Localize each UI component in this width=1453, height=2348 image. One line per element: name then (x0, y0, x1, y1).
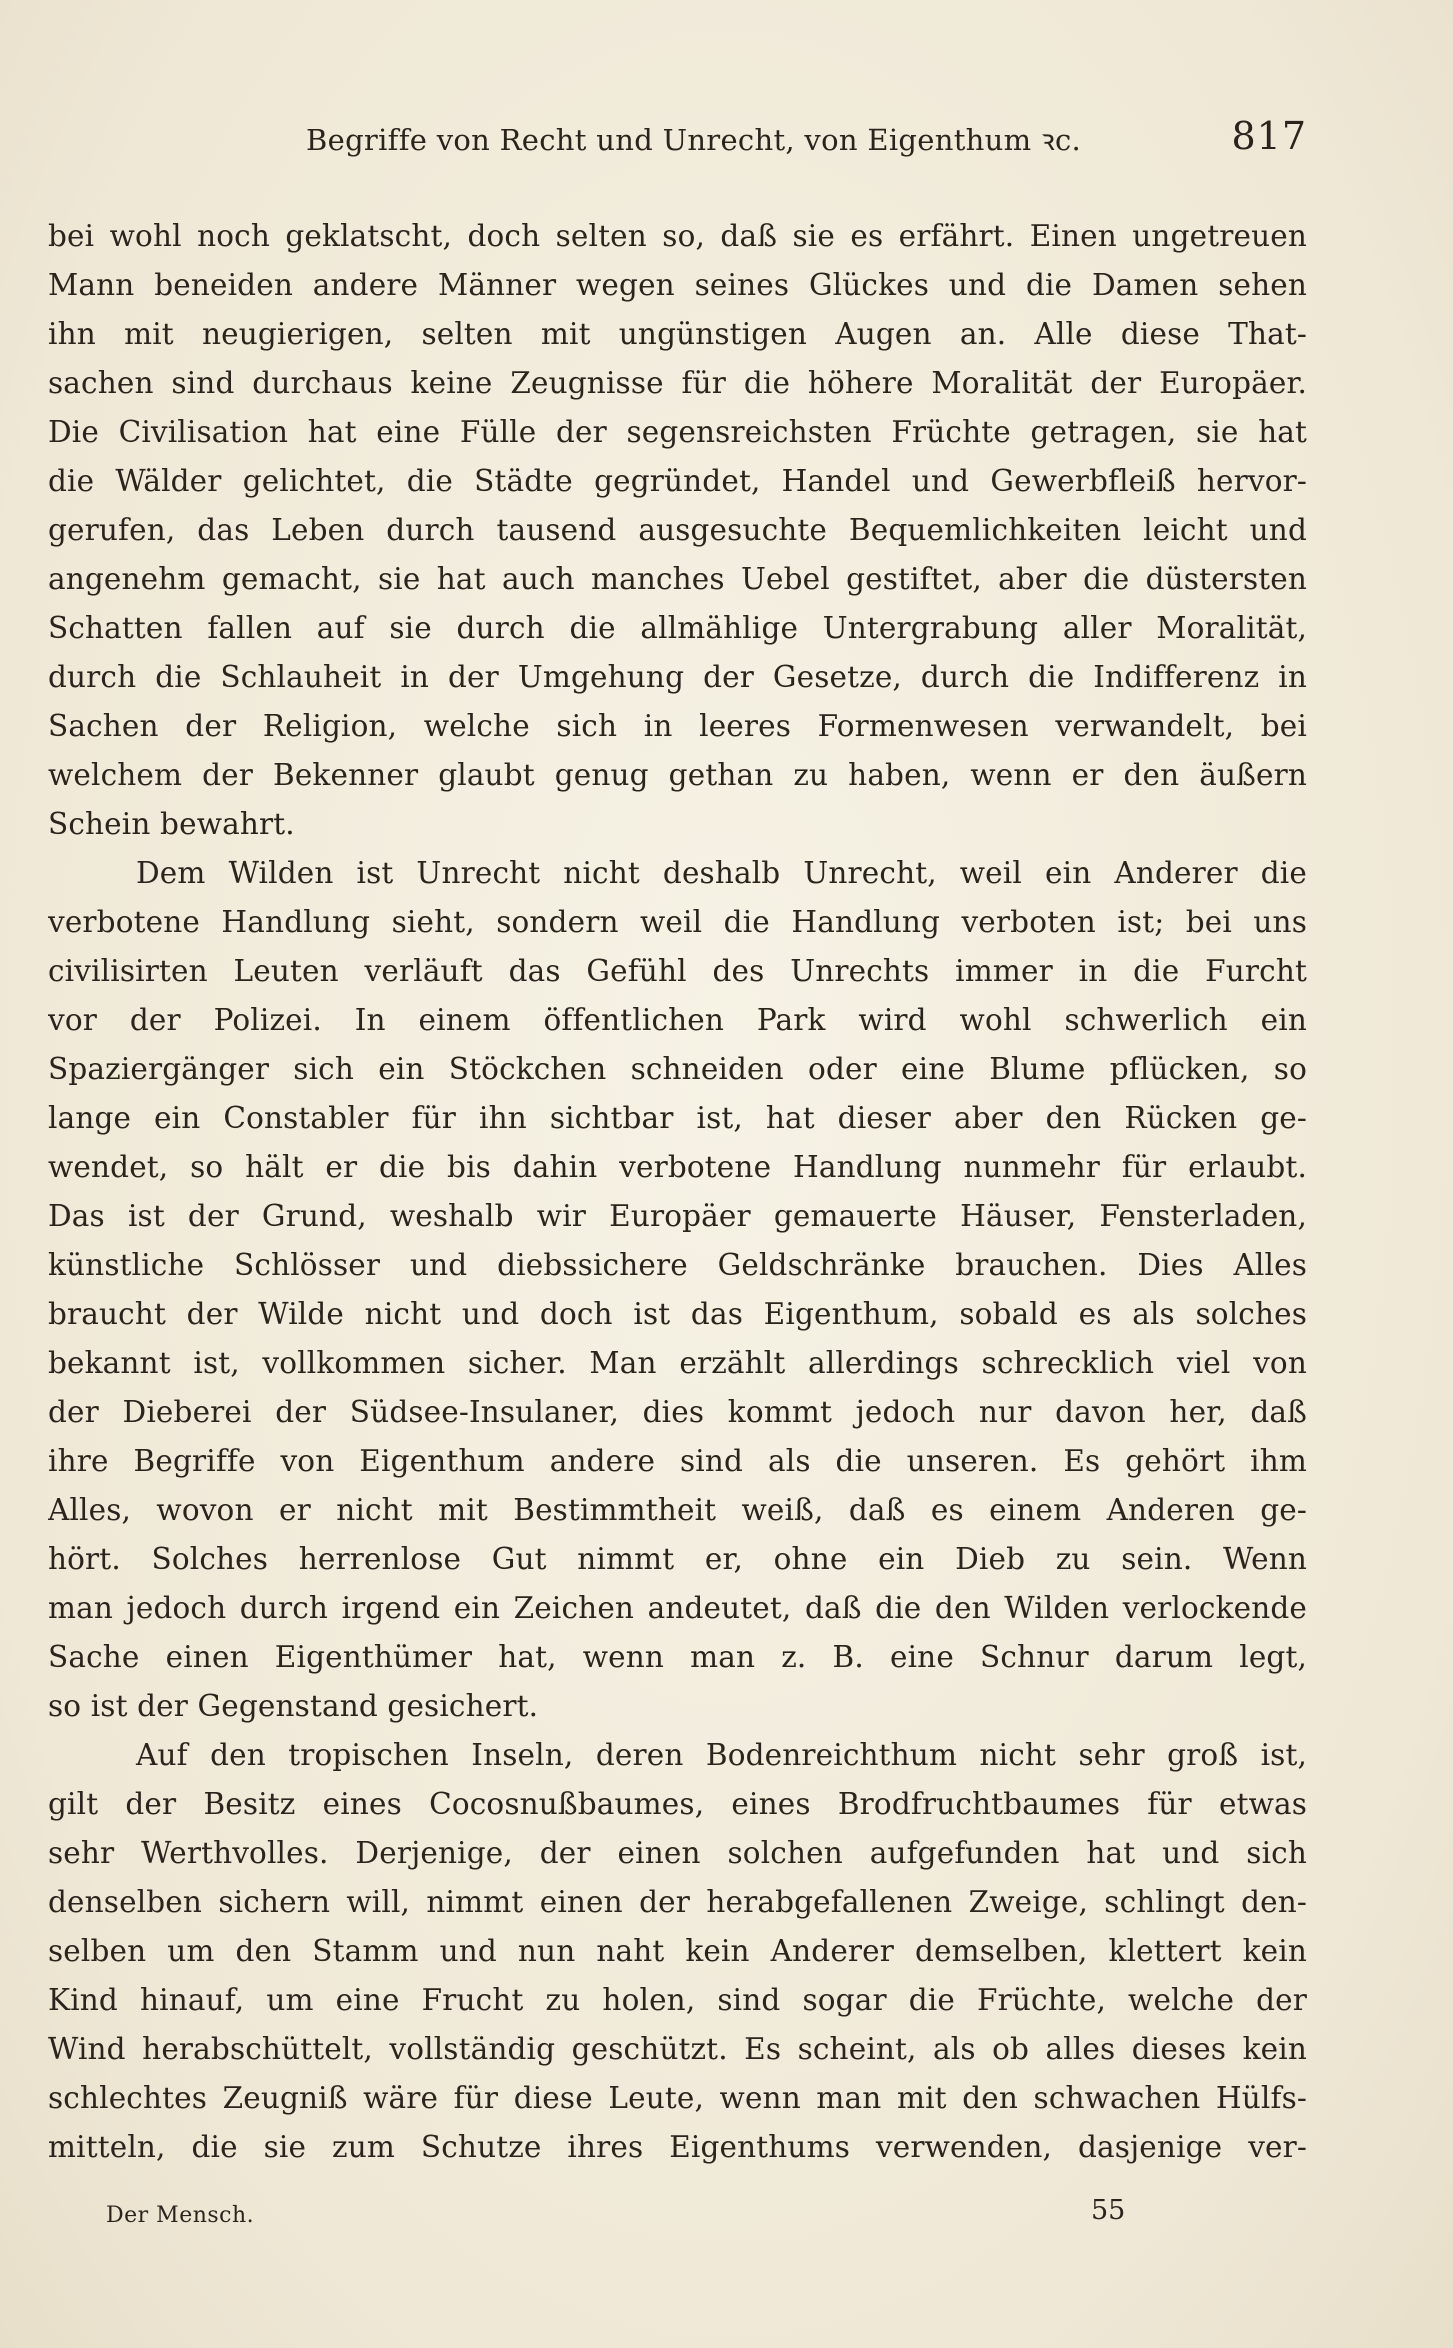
text-line: lange ein Constabler für ihn sichtbar ist, hat dieser aber den Rücken ge- (48, 1101, 1307, 1135)
signature-mark: Der Mensch. (106, 2203, 255, 2228)
text-line: sehr Werthvolles. Derjenige, der einen solchen aufgefunden hat und sich (48, 1836, 1307, 1870)
text-line: denselben sichern will, nimmt einen der herabgefallenen Zweige, schlingt den- (48, 1885, 1307, 1919)
text-line: der Dieberei der Südsee-Insulaner, dies kommt jedoch nur davon her, daß (48, 1395, 1307, 1429)
text-line: hört. Solches herrenlose Gut nimmt er, ohne ein Dieb zu sein. Wenn (48, 1542, 1307, 1576)
text-line: durch die Schlauheit in der Umgehung der Gesetze, durch die Indifferenz in (48, 660, 1307, 694)
text-line: Kind hinauf, um eine Frucht zu holen, sind sogar die Früchte, welche der (48, 1983, 1307, 2017)
text-line: man jedoch durch irgend ein Zeichen andeutet, daß die den Wilden verlockende (48, 1591, 1307, 1625)
text-line: Spaziergänger sich ein Stöckchen schneiden oder eine Blume pflücken, so (48, 1052, 1307, 1086)
body-text (48, 212, 1307, 2172)
text-line: die Wälder gelichtet, die Städte gegründet, Handel und Gewerbfleiß hervor- (48, 464, 1307, 498)
text-line: Mann beneiden andere Männer wegen seines Glückes und die Damen sehen (48, 268, 1307, 302)
text-line: Schein bewahrt. (48, 807, 295, 841)
text-line: gerufen, das Leben durch tausend ausgesuchte Bequemlichkeiten leicht und (48, 513, 1307, 547)
text-line: bekannt ist, vollkommen sicher. Man erzählt allerdings schrecklich viel von (48, 1346, 1307, 1380)
page-number: 817 (1231, 114, 1307, 158)
text-line: civilisirten Leuten verläuft das Gefühl des Unrechts immer in die Furcht (48, 954, 1307, 988)
text-line: angenehm gemacht, sie hat auch manches Uebel gestiftet, aber die düstersten (48, 562, 1307, 596)
text-line-indented: Dem Wilden ist Unrecht nicht deshalb Unrecht, weil ein Anderer die (136, 856, 1307, 890)
text-line: welchem der Bekenner glaubt genug gethan zu haben, wenn er den äußern (48, 758, 1307, 792)
text-line: Schatten fallen auf sie durch die allmählige Untergrabung aller Moralität, (48, 611, 1307, 645)
sheet-number: 55 (1091, 2195, 1126, 2226)
text-line-indented: Auf den tropischen Inseln, deren Bodenreichthum nicht sehr groß ist, (136, 1738, 1307, 1772)
running-head (48, 112, 1307, 164)
text-line: Die Civilisation hat eine Fülle der segensreichsten Früchte getragen, sie hat (48, 415, 1307, 449)
text-line: ihn mit neugierigen, selten mit ungünstigen Augen an. Alle diese That- (48, 317, 1307, 351)
text-line: Sache einen Eigenthümer hat, wenn man z. B. eine Schnur darum legt, (48, 1640, 1307, 1674)
running-title: Begriffe von Recht und Unrecht, von Eigenthum ꝛc. (306, 123, 1082, 157)
text-line: Wind herabschüttelt, vollständig geschützt. Es scheint, als ob alles dieses kein (48, 2032, 1307, 2066)
text-line: wendet, so hält er die bis dahin verbotene Handlung nunmehr für erlaubt. (48, 1150, 1307, 1184)
text-line: sachen sind durchaus keine Zeugnisse für die höhere Moralität der Europäer. (48, 366, 1307, 400)
text-line: ihre Begriffe von Eigenthum andere sind als die unseren. Es gehört ihm (48, 1444, 1307, 1478)
text-line: bei wohl noch geklatscht, doch selten so, daß sie es erfährt. Einen ungetreuen (48, 219, 1307, 253)
text-line: so ist der Gegenstand gesichert. (48, 1689, 539, 1723)
text-line: schlechtes Zeugniß wäre für diese Leute, wenn man mit den schwachen Hülfs- (48, 2081, 1307, 2115)
text-line: künstliche Schlösser und diebssichere Geldschränke brauchen. Dies Alles (48, 1248, 1307, 1282)
text-line: mitteln, die sie zum Schutze ihres Eigenthums verwenden, dasjenige ver- (48, 2130, 1307, 2164)
text-line: braucht der Wilde nicht und doch ist das Eigenthum, sobald es als solches (48, 1297, 1307, 1331)
text-line: vor der Polizei. In einem öffentlichen Park wird wohl schwerlich ein (48, 1003, 1307, 1037)
text-line: selben um den Stamm und nun naht kein Anderer demselben, klettert kein (48, 1934, 1307, 1968)
page-footer (48, 2195, 1307, 2235)
text-line: verbotene Handlung sieht, sondern weil die Handlung verboten ist; bei uns (48, 905, 1307, 939)
text-line: gilt der Besitz eines Cocosnußbaumes, eines Brodfruchtbaumes für etwas (48, 1787, 1307, 1821)
text-line: Sachen der Religion, welche sich in leeres Formenwesen verwandelt, bei (48, 709, 1307, 743)
text-line: Das ist der Grund, weshalb wir Europäer gemauerte Häuser, Fensterladen, (48, 1199, 1307, 1233)
text-line: Alles, wovon er nicht mit Bestimmtheit weiß, daß es einem Anderen ge- (48, 1493, 1307, 1527)
